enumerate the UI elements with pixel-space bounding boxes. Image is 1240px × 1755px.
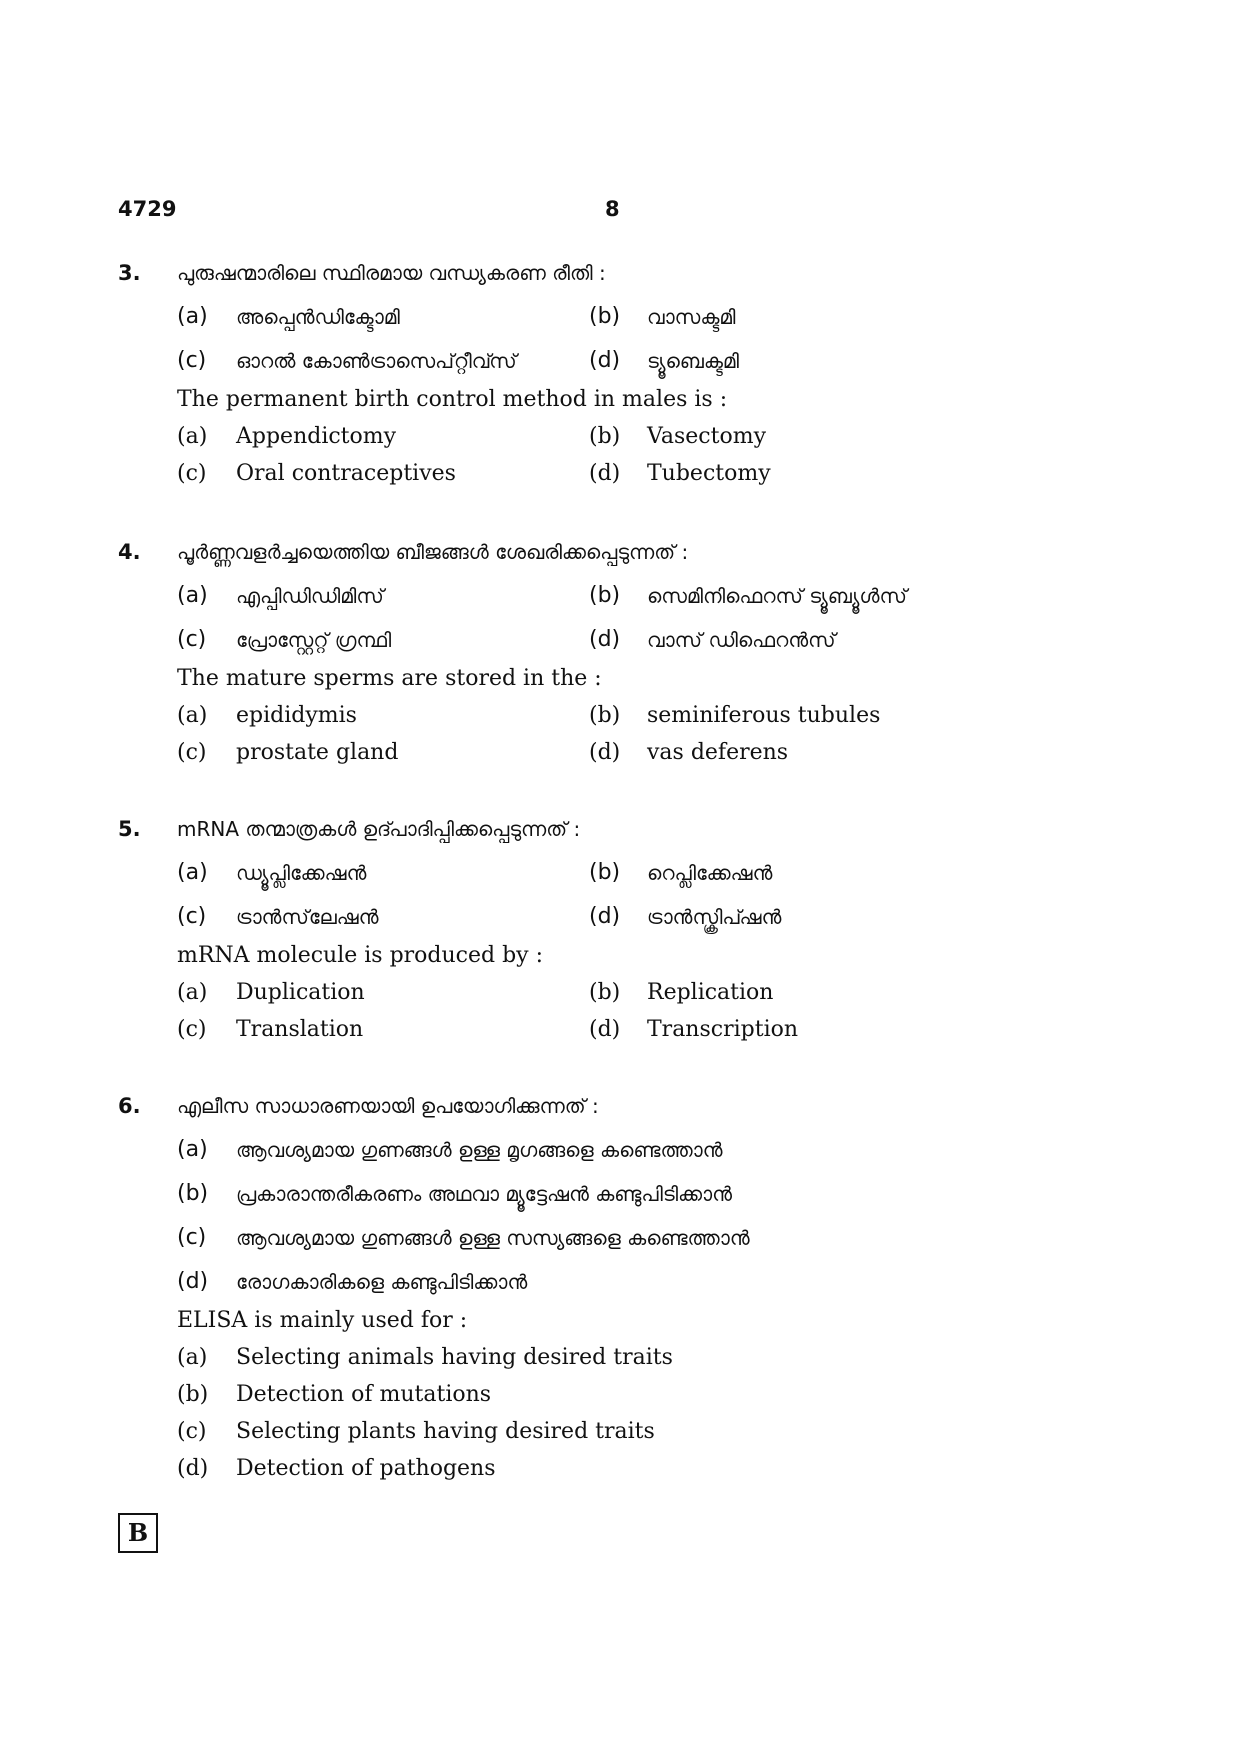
option-label: (d)	[589, 348, 621, 373]
option-label: (a)	[177, 1345, 208, 1370]
english-options-row	[0, 420, 1240, 454]
option-label: (c)	[177, 740, 207, 765]
english-options-row	[0, 699, 1240, 733]
option-label: (b)	[589, 703, 621, 728]
english-question: mRNA molecule is produced by :	[177, 943, 544, 968]
option-label: (a)	[177, 424, 208, 449]
question-number: 3.	[118, 261, 141, 285]
malayalam-option-row	[0, 1133, 1240, 1167]
option-text: ആവശ്യമായ ഗുണങ്ങൾ ഉള്ള സസ്യങ്ങളെ കണ്ടെത്താൻ	[236, 1226, 750, 1250]
english-option-row	[0, 1452, 1240, 1486]
malayalam-question: പുരുഷന്മാരിലെ സ്ഥിരമായ വന്ധ്യകരണ രീതി :	[177, 261, 606, 285]
option-text: Transcription	[647, 1017, 799, 1042]
option-label: (b)	[589, 304, 621, 329]
option-label: (b)	[177, 1382, 209, 1407]
option-label: (b)	[589, 980, 621, 1005]
malayalam-options-row	[0, 900, 1240, 934]
option-text: prostate gland	[236, 740, 399, 765]
malayalam-option-row	[0, 1177, 1240, 1211]
option-label: (a)	[177, 703, 208, 728]
option-label: (a)	[177, 304, 208, 329]
option-label: (b)	[589, 424, 621, 449]
option-label: (d)	[589, 627, 621, 652]
option-text: പ്രോസ്റ്റേറ്റ് ഗ്രന്ഥി	[236, 628, 392, 652]
option-text: Duplication	[236, 980, 365, 1005]
option-label: (a)	[177, 860, 208, 885]
malayalam-options-row	[0, 856, 1240, 890]
option-text: രോഗകാരികളെ കണ്ടുപിടിക്കാൻ	[236, 1270, 528, 1294]
option-label: (d)	[589, 740, 621, 765]
english-options-row	[0, 1013, 1240, 1047]
malayalam-question: mRNA തന്മാത്രകൾ ഉദ്പാദിപ്പിക്കപ്പെടുന്നത് :	[177, 817, 581, 841]
option-text: ആവശ്യമായ ഗുണങ്ങൾ ഉള്ള മൃഗങ്ങളെ കണ്ടെത്താൻ	[236, 1138, 723, 1162]
option-text: ട്രാൻസ്‌ലേഷൻ	[236, 905, 379, 929]
option-text: ഓറൽ കോൺട്രാസെപ്റ്റീവ്സ്	[236, 349, 517, 373]
option-text: പ്രകാരാന്തരീകരണം അഥവാ മ്യൂട്ടേഷൻ കണ്ടുപിടിക്കാൻ	[236, 1182, 733, 1206]
option-label: (a)	[177, 1137, 208, 1162]
malayalam-option-row	[0, 1221, 1240, 1255]
english-option-row	[0, 1341, 1240, 1375]
option-label: (c)	[177, 904, 207, 929]
option-label: (d)	[177, 1456, 209, 1481]
paper-code: 4729	[118, 197, 177, 221]
malayalam-question: പൂർണ്ണവളർച്ചയെത്തിയ ബീജങ്ങൾ ശേഖരിക്കപ്പെടുന്നത് :	[177, 540, 689, 564]
option-label: (c)	[177, 461, 207, 486]
option-text: seminiferous tubules	[647, 703, 881, 728]
malayalam-options-row	[0, 579, 1240, 613]
option-label: (c)	[177, 348, 207, 373]
option-text: Appendictomy	[236, 424, 397, 449]
english-options-row	[0, 976, 1240, 1010]
malayalam-options-row	[0, 300, 1240, 334]
option-text: Vasectomy	[647, 424, 766, 449]
page-number: 8	[605, 197, 620, 221]
malayalam-options-row	[0, 623, 1240, 657]
option-text: എപ്പിഡിഡിമിസ്	[236, 584, 384, 608]
english-options-row	[0, 736, 1240, 770]
question-number: 4.	[118, 540, 141, 564]
option-text: ഡ്യൂപ്ലിക്കേഷൻ	[236, 861, 367, 885]
question-number: 5.	[118, 817, 141, 841]
option-text: Detection of mutations	[236, 1382, 492, 1407]
option-label: (d)	[177, 1269, 209, 1294]
option-text: Tubectomy	[647, 461, 771, 486]
option-text: വാസ് ഡിഫെറൻസ്	[647, 628, 836, 652]
option-label: (c)	[177, 627, 207, 652]
english-question: The permanent birth control method in males is :	[177, 387, 728, 412]
question-number: 6.	[118, 1094, 141, 1118]
english-option-row	[0, 1378, 1240, 1412]
option-text: Selecting animals having desired traits	[236, 1345, 673, 1370]
english-question: The mature sperms are stored in the :	[177, 666, 602, 691]
option-text: സെമിനിഫെറസ് ട്യൂബ്യൂൾസ്	[647, 584, 907, 608]
malayalam-question: എലീസ സാധാരണയായി ഉപയോഗിക്കുന്നത് :	[177, 1094, 599, 1118]
english-options-row	[0, 457, 1240, 491]
option-text: vas deferens	[647, 740, 789, 765]
series-box: B	[118, 1513, 158, 1553]
option-label: (c)	[177, 1225, 207, 1250]
option-text: Replication	[647, 980, 774, 1005]
option-text: Detection of pathogens	[236, 1456, 496, 1481]
option-text: ട്യൂബെക്ടമി	[647, 349, 740, 373]
option-text: Oral contraceptives	[236, 461, 456, 486]
option-label: (b)	[589, 583, 621, 608]
malayalam-option-row	[0, 1265, 1240, 1299]
option-label: (d)	[589, 461, 621, 486]
option-text: അപ്പെൻഡിക്ടോമി	[236, 305, 400, 329]
english-question: ELISA is mainly used for :	[177, 1308, 468, 1333]
option-label: (c)	[177, 1419, 207, 1444]
option-label: (a)	[177, 980, 208, 1005]
option-label: (d)	[589, 904, 621, 929]
option-label: (b)	[589, 860, 621, 885]
option-label: (d)	[589, 1017, 621, 1042]
option-label: (c)	[177, 1017, 207, 1042]
malayalam-options-row	[0, 344, 1240, 378]
option-text: വാസക്ടമി	[647, 305, 736, 329]
option-label: (a)	[177, 583, 208, 608]
option-text: റെപ്ലിക്കേഷൻ	[647, 861, 773, 885]
option-label: (b)	[177, 1181, 209, 1206]
english-option-row	[0, 1415, 1240, 1449]
option-text: Selecting plants having desired traits	[236, 1419, 655, 1444]
option-text: epididymis	[236, 703, 357, 728]
option-text: Translation	[236, 1017, 364, 1042]
option-text: ട്രാൻസ്ക്രിപ്ഷൻ	[647, 905, 782, 929]
